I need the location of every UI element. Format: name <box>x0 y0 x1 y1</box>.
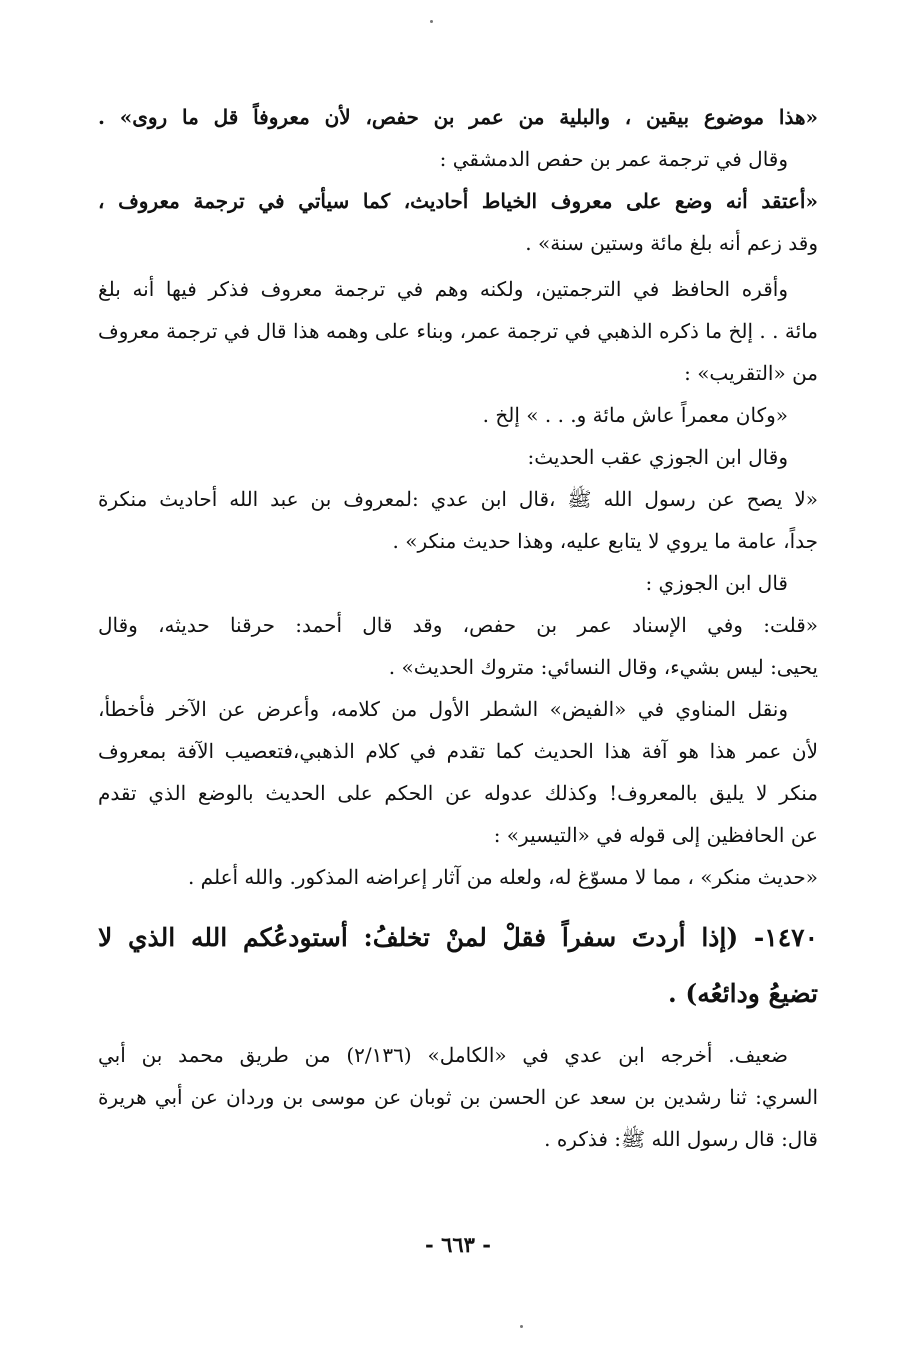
text-line: وأقره الحافظ في الترجمتين، ولكنه وهم في ترجمة معروف فذكر فيها أنه بلغ <box>98 277 788 301</box>
text-line: «قلت: وفي الإسناد عمر بن حفص، وقد قال أحمد: حرقنا حديثه، وقال <box>98 613 818 637</box>
text-line: «وكان معمراً عاش مائة و. . . » إلخ . <box>482 403 788 427</box>
text-line: يحيى: ليس بشيء، وقال النسائي: متروك الحديث» . <box>388 655 818 679</box>
takhrij-line: قال: قال رسول الله ﷺ: فذكره . <box>544 1127 818 1151</box>
text-line: «هذا موضوع بيقين ، والبلية من عمر بن حفص، لأن معروفاً قل ما روى» . <box>98 105 818 129</box>
takhrij-line: ضعيف. أخرجه ابن عدي في «الكامل» (٢/١٣٦) من طريق محمد بن أبي <box>98 1043 788 1067</box>
text-line: «لا يصح عن رسول الله ﷺ ،قال ابن عدي :لمعروف بن عبد الله أحاديث منكرة <box>98 487 818 511</box>
text-line: «أعتقد أنه وضع على معروف الخياط أحاديث، كما سيأتي في ترجمة معروف ، <box>98 189 818 213</box>
text-line: ونقل المناوي في «الفيض» الشطر الأول من كلامه، وأعرض عن الآخر فأخطأ، <box>98 697 788 721</box>
text-line: منكر لا يليق بالمعروف! وكذلك عدوله عن الحكم على الحديث بالوضع الذي تقدم <box>98 781 818 805</box>
text-line: «حديث منكر» ، مما لا مسوّغ له، ولعله من آثار إعراضه المذكور. والله أعلم . <box>187 865 818 889</box>
text-line: عن الحافظين إلى قوله في «التيسير» : <box>493 823 818 847</box>
text-line: وقد زعم أنه بلغ مائة وستين سنة» . <box>525 231 818 255</box>
page-text-block <box>98 96 818 1160</box>
takhrij-line: السري: ثنا رشدين بن سعد عن الحسن بن ثوبان عن موسى بن وردان عن أبي هريرة <box>98 1085 818 1109</box>
scan-speck <box>520 1325 523 1328</box>
text-line: لأن عمر هذا هو آفة هذا الحديث كما تقدم في كلام الذهبي،فتعصيب الآفة بمعروف <box>98 739 818 763</box>
text-line: جداً، عامة ما يروي لا يتابع عليه، وهذا حديث منكر» . <box>392 529 818 553</box>
text-line: وقال في ترجمة عمر بن حفص الدمشقي : <box>439 147 788 171</box>
text-line: من «التقريب» : <box>684 361 818 385</box>
page-number: - ٦٦٣ - <box>425 1232 491 1257</box>
hadith-heading: ١٤٧٠- (إذا أردتَ سفراً فقلْ لمنْ تخلفُ: أستودعُكم الله الذي لا <box>98 923 818 952</box>
scan-speck <box>430 20 433 23</box>
text-line: وقال ابن الجوزي عقب الحديث: <box>527 445 788 469</box>
hadith-heading: تضيعُ ودائعُه) . <box>668 979 818 1008</box>
text-line: قال ابن الجوزي : <box>645 571 788 595</box>
text-line: مائة . . إلخ ما ذكره الذهبي في ترجمة عمر، وبناء على وهمه هذا قال في ترجمة معروف <box>98 319 818 343</box>
